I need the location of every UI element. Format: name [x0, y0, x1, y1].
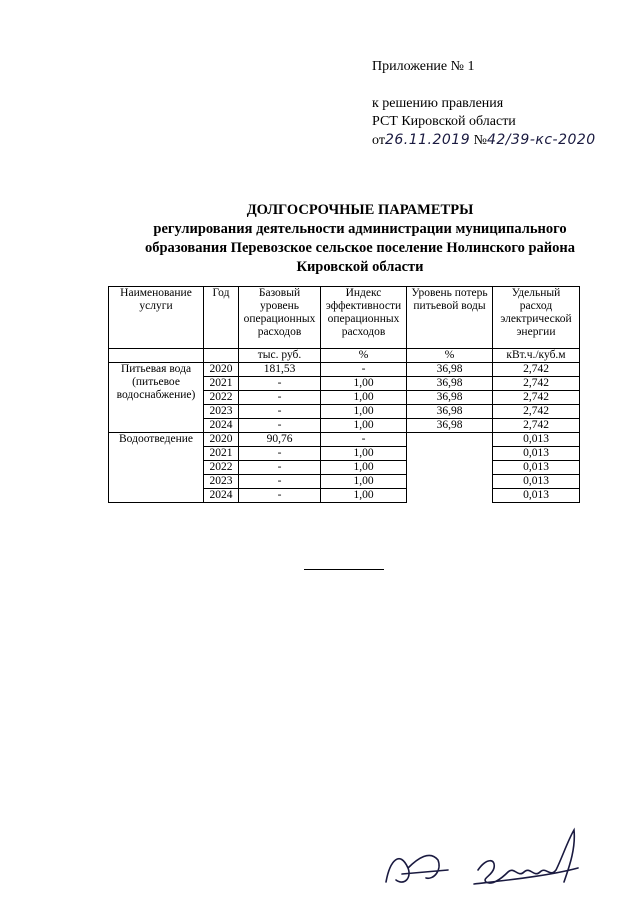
handwritten-date: 26.11.2019 [384, 132, 471, 148]
heading-line-3: образования Перевозское сельское поселение Нолинского района [144, 240, 576, 256]
heading-line-4: Кировской области [296, 259, 424, 275]
table-row: 2022 - 1,00 36,98 2,742 [109, 391, 580, 405]
table-header-row [109, 287, 580, 349]
annex-date-line [372, 131, 596, 150]
handwritten-signatures [378, 820, 598, 900]
separator-line [304, 569, 384, 570]
service-sewer: Водоотведение [109, 433, 204, 503]
header-year: Год [204, 287, 239, 349]
annex-authority-line: РСТ Кировской области [372, 114, 516, 129]
number-prefix: № [473, 133, 487, 148]
table-row: 2021 - 1,00 36,98 2,742 [109, 377, 580, 391]
header-base: Базовый уровень операционных расходов [239, 287, 321, 349]
table-row: Водоотведение 2020 90,76 - 0,013 [109, 433, 580, 447]
signature-initials [386, 855, 448, 882]
table-row: 2021 - 1,00 0,013 [109, 447, 580, 461]
table-row: 2024 - 1,00 36,98 2,742 [109, 419, 580, 433]
handwritten-number: 42/39-кс-2020 [486, 132, 596, 148]
table-row: 2022 - 1,00 0,013 [109, 461, 580, 475]
unit-energy: кВт.ч./куб.м [493, 349, 580, 363]
table-units-row [109, 349, 580, 363]
date-prefix: от [372, 133, 385, 148]
header-energy: Удельный расход электрической энергии [493, 287, 580, 349]
unit-index: % [321, 349, 407, 363]
table-row: 2023 - 1,00 36,98 2,742 [109, 405, 580, 419]
annex-block [372, 58, 596, 150]
annex-decision-line: к решению правления [372, 96, 504, 111]
signature-main [474, 830, 578, 884]
unit-loss: % [407, 349, 493, 363]
parameters-table [108, 286, 580, 503]
header-index: Индекс эффективности операционных расходов [321, 287, 407, 349]
table-row: Питьевая вода (питьевое водоснабжение) 2020 181,53 - 36,98 2,742 [109, 363, 580, 377]
header-loss: Уровень потерь питьевой воды [407, 287, 493, 349]
heading-line-1: ДОЛГОСРОЧНЫЕ ПАРАМЕТРЫ [246, 202, 474, 218]
table-row: 2024 - 1,00 0,013 [109, 489, 580, 503]
table-row: 2023 - 1,00 0,013 [109, 475, 580, 489]
annex-title: Приложение № 1 [372, 59, 475, 74]
unit-base: тыс. руб. [239, 349, 321, 363]
document-heading [100, 201, 620, 277]
heading-line-2: регулирования деятельности администрации муниципального [153, 221, 567, 237]
header-service: Наименование услуги [109, 287, 204, 349]
loss-empty-cell [407, 433, 493, 503]
service-water: Питьевая вода (питьевое водоснабжение) [109, 363, 204, 433]
